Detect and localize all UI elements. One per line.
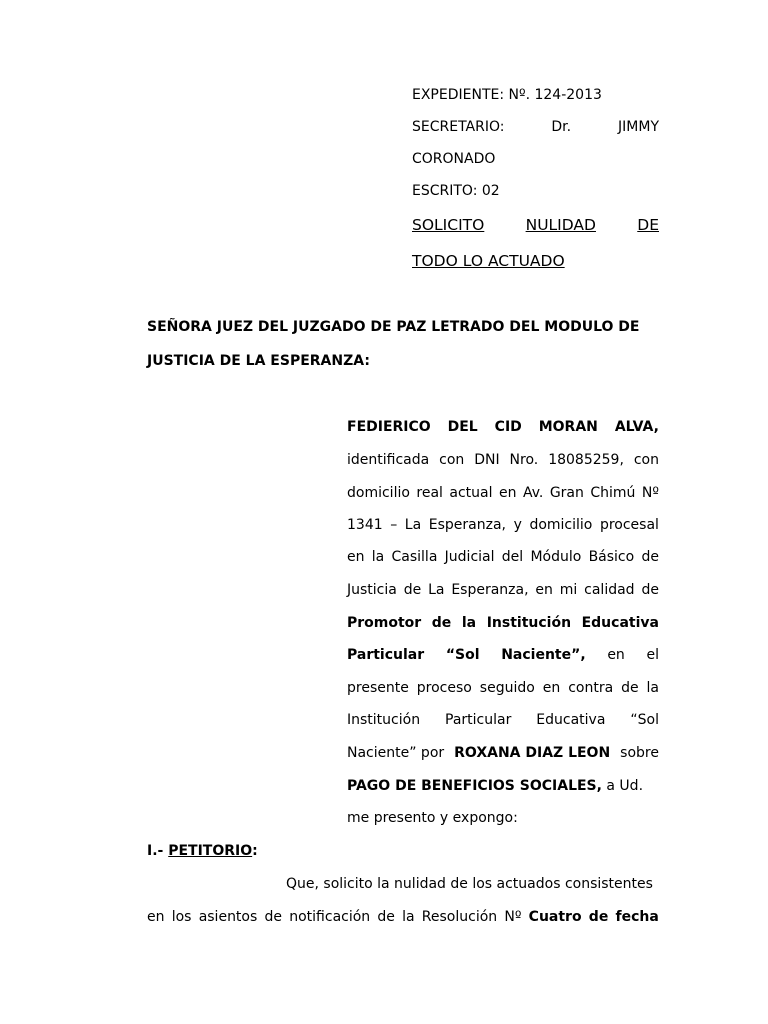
addressee-line-2: JUSTICIA DE LA ESPERANZA: <box>147 353 370 369</box>
body-line-2-word: la <box>402 909 415 925</box>
party-line-3-word: Nº <box>641 485 659 501</box>
secretario-word: JIMMY <box>618 119 659 135</box>
party-line-3-word: en <box>498 485 517 501</box>
party-line-5-word: Judicial <box>444 549 495 565</box>
body-line-2-word: los <box>171 909 192 925</box>
party-line-6-word: en <box>535 582 553 598</box>
sumilla-word: DE <box>637 216 659 234</box>
party-line-12-a: PAGO DE BENEFICIOS SOCIALES, <box>347 778 602 794</box>
body-line-2-word: Nº <box>504 909 522 925</box>
escrito-line: ESCRITO: 02 <box>412 183 500 199</box>
party-line-5-word: en <box>347 549 365 565</box>
party-line-7 <box>347 614 659 632</box>
body-paragraph-line-2 <box>147 908 659 926</box>
party-line-7-word: la <box>461 615 477 631</box>
party-line-4 <box>347 516 659 534</box>
party-line-11-a: Naciente” por <box>347 745 445 761</box>
party-line-6-word: Justicia <box>347 582 397 598</box>
party-line-9-word: seguido <box>479 680 535 696</box>
party-name-word: DEL <box>447 419 478 435</box>
party-line-4-word: procesal <box>599 517 659 533</box>
party-line-4-word: Esperanza, <box>428 517 506 533</box>
sumilla-word: SOLICITO <box>412 216 485 234</box>
party-line-7-word: Promotor <box>347 615 422 631</box>
party-line-4-word: La <box>404 517 422 533</box>
party-line-2 <box>347 451 659 469</box>
party-line-2-word: 18085259, <box>548 452 624 468</box>
party-line-5-word: la <box>371 549 385 565</box>
party-line-7-word: Institución <box>486 615 572 631</box>
party-line-11-c: sobre <box>620 745 659 761</box>
party-line-2-word: DNI <box>474 452 500 468</box>
body-line-2-word: de <box>377 909 395 925</box>
party-line-11 <box>347 744 659 762</box>
secretario-word: Dr. <box>551 119 572 135</box>
party-line-8-word: Naciente”, <box>501 647 586 663</box>
sumilla-line-1 <box>412 216 659 234</box>
party-line-8-word: Particular <box>347 647 425 663</box>
party-name-word: MORAN <box>538 419 598 435</box>
party-line-10-word: Particular <box>445 712 512 728</box>
party-line-3-word: domicilio <box>347 485 410 501</box>
party-line-4-word: y <box>513 517 522 533</box>
body-line-2-word: en <box>147 909 165 925</box>
party-line-12-b: a Ud. <box>606 778 644 794</box>
party-line-3-word: Av. <box>522 485 544 501</box>
party-line-10-word: Institución <box>347 712 421 728</box>
section-title: PETITORIO <box>168 843 253 859</box>
sumilla-line-2: TODO LO ACTUADO <box>412 252 565 270</box>
party-line-3-word: Gran <box>549 485 584 501</box>
body-line-2-word: notificación <box>289 909 371 925</box>
party-line-3-word: real <box>416 485 443 501</box>
party-line-9 <box>347 679 659 697</box>
party-line-6 <box>347 581 659 599</box>
party-line-8-word: en <box>607 647 625 663</box>
party-line-8 <box>347 646 659 664</box>
party-line-3-word: actual <box>449 485 493 501</box>
party-line-9-word: en <box>542 680 561 696</box>
party-line-2-word: identificada <box>347 452 430 468</box>
party-line-5-word: de <box>641 549 659 565</box>
body-paragraph-line-1: Que, solicito la nulidad de los actuados consistentes <box>286 876 653 892</box>
party-line-11-b: ROXANA DIAZ LEON <box>454 745 611 761</box>
section-number: I.- <box>147 843 164 859</box>
party-line-2-word: Nro. <box>509 452 539 468</box>
party-line-4-word: domicilio <box>529 517 593 533</box>
party-line-4-word: 1341 <box>347 517 383 533</box>
section-heading <box>147 842 258 860</box>
party-name <box>347 418 659 436</box>
body-line-2-word: asientos <box>198 909 258 925</box>
party-line-8-word: el <box>646 647 659 663</box>
section-colon: : <box>252 843 258 859</box>
body-line-2-word: Resolución <box>421 909 498 925</box>
party-line-3-word: Chimú <box>590 485 636 501</box>
party-line-6-word: de <box>403 582 422 598</box>
body-line-2-word: de <box>588 909 609 925</box>
party-line-3 <box>347 484 659 502</box>
secretario-name-cont: CORONADO <box>412 151 496 167</box>
party-line-10 <box>347 711 659 729</box>
expediente-line: EXPEDIENTE: Nº. 124-2013 <box>412 87 602 103</box>
party-line-13: me presento y expongo: <box>347 810 518 826</box>
party-line-6-word: de <box>641 582 659 598</box>
party-name-word: FEDIERICO <box>347 419 431 435</box>
secretario-line <box>412 118 659 136</box>
body-line-2-word: de <box>264 909 283 925</box>
party-line-9-word: la <box>646 680 659 696</box>
party-name-word: ALVA, <box>614 419 659 435</box>
addressee-line-1: SEÑORA JUEZ DEL JUZGADO DE PAZ LETRADO DEL MODULO DE <box>147 319 640 335</box>
party-line-4-word: – <box>390 517 398 533</box>
party-line-10-word: “Sol <box>630 712 659 728</box>
party-line-5-word: Módulo <box>530 549 582 565</box>
party-line-9-word: contra <box>568 680 614 696</box>
party-line-7-word: Educativa <box>581 615 659 631</box>
party-line-6-word: calidad <box>584 582 635 598</box>
sumilla-word: NULIDAD <box>525 216 596 234</box>
body-line-2-word: fecha <box>615 909 659 925</box>
body-line-2-word: Cuatro <box>528 909 582 925</box>
party-line-5-word: Casilla <box>391 549 438 565</box>
party-line-9-word: proceso <box>416 680 472 696</box>
party-line-10-word: Educativa <box>536 712 606 728</box>
party-line-6-word: mi <box>559 582 578 598</box>
party-line-6-word: La <box>428 582 445 598</box>
party-line-9-word: de <box>621 680 639 696</box>
party-line-6-word: Esperanza, <box>451 582 529 598</box>
party-line-2-word: con <box>439 452 465 468</box>
party-line-2-word: con <box>633 452 659 468</box>
party-line-5-word: Básico <box>588 549 635 565</box>
party-line-9-word: presente <box>347 680 409 696</box>
party-line-8-word: “Sol <box>445 647 480 663</box>
secretario-word: SECRETARIO: <box>412 119 505 135</box>
party-name-word: CID <box>494 419 522 435</box>
party-line-12 <box>347 777 643 795</box>
party-line-5-word: del <box>501 549 524 565</box>
party-line-7-word: de <box>431 615 452 631</box>
party-line-5 <box>347 548 659 566</box>
